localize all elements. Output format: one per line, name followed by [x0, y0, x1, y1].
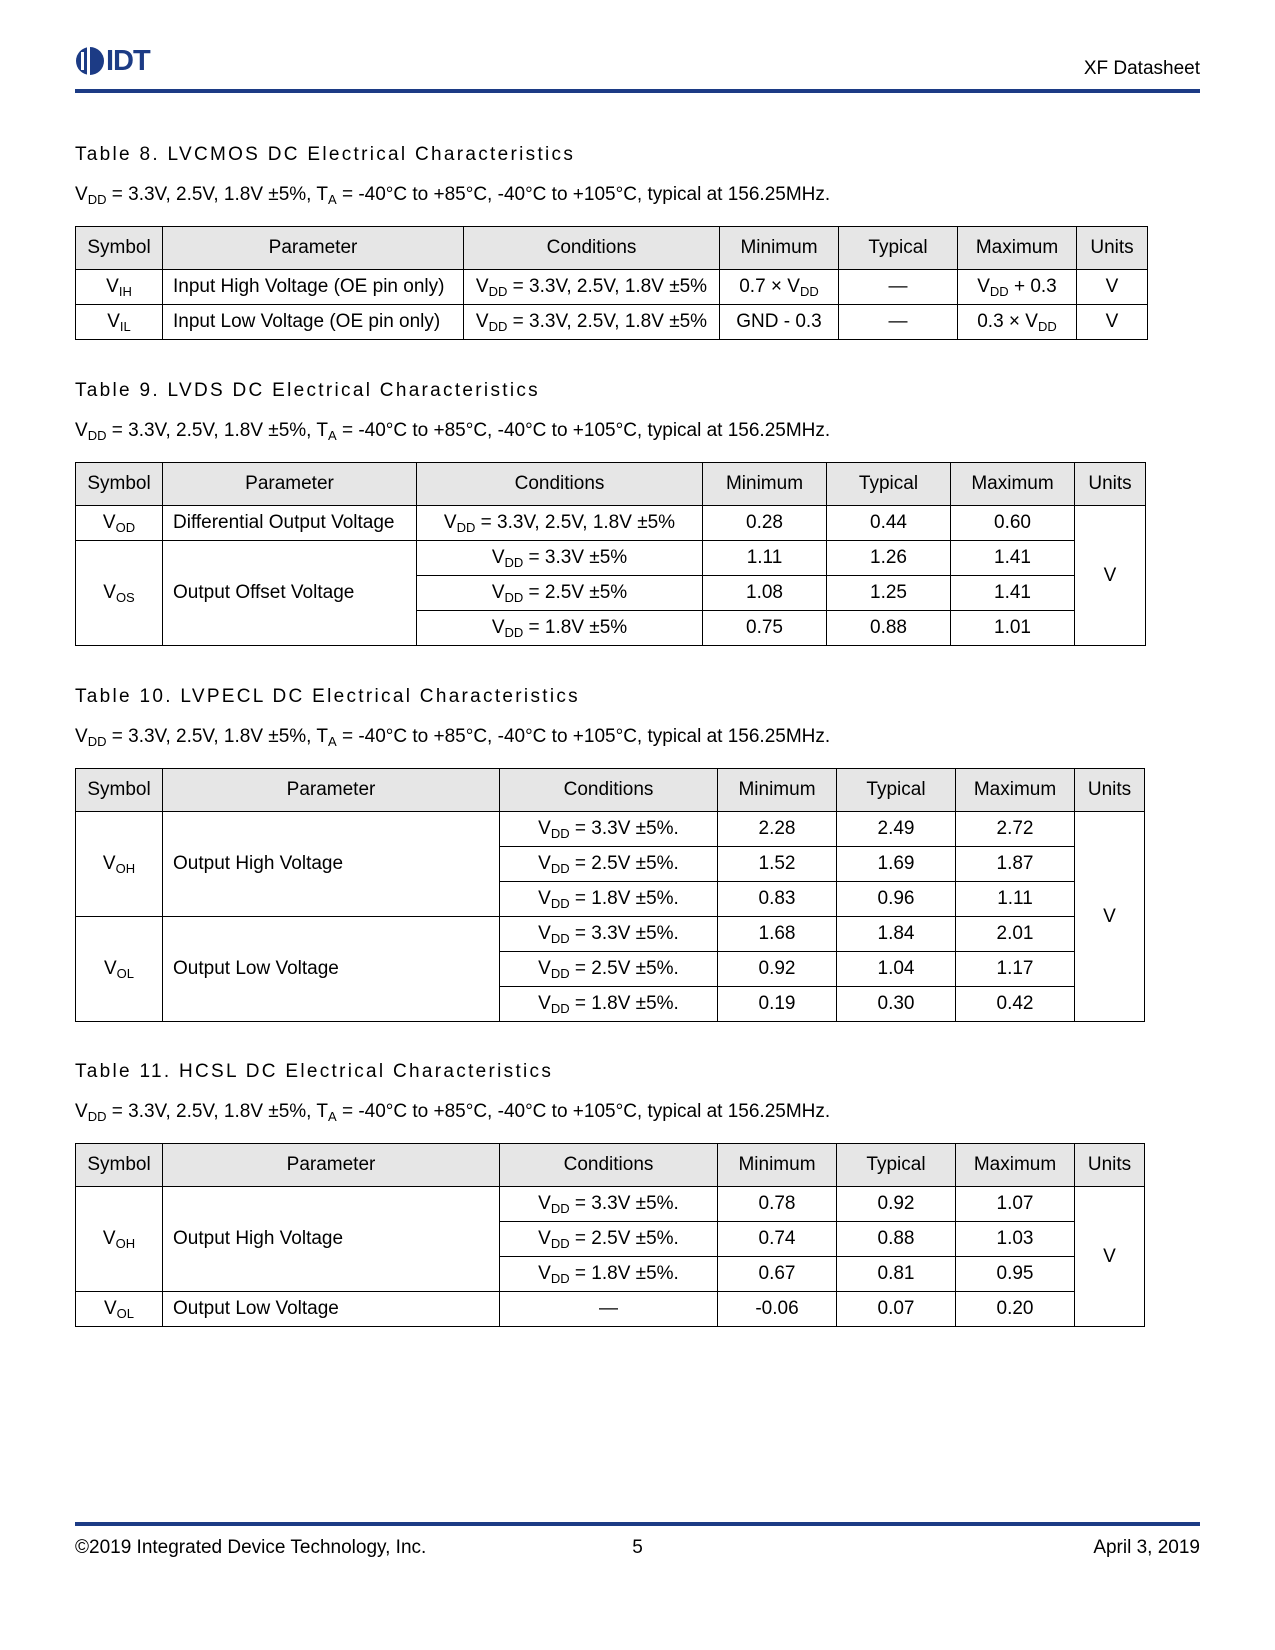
- maximum-cell: 1.41: [951, 541, 1075, 576]
- col-conditions: Conditions: [417, 463, 703, 506]
- conditions-cell: $V_{DD} = 3.3V \pm 5\%$.: [500, 917, 718, 952]
- minimum-cell: GND - 0.3: [720, 305, 839, 340]
- maximum-cell: 1.17: [956, 952, 1075, 987]
- maximum-cell: 1.03: [956, 1222, 1075, 1257]
- parameter-cell: Output High Voltage: [163, 812, 500, 917]
- minimum-cell: 0.75: [703, 611, 827, 646]
- symbol-cell: $V_{OL}$: [76, 917, 163, 1022]
- table9-conditions: $V_{DD} = 3.3V$, 2.5V, 1.8V ±5%, $T_A = -40^\circ C$ to +85°C, -40°C to +105°C, typical at 156.25MHz.: [75, 420, 831, 443]
- col-parameter: Parameter: [163, 769, 500, 812]
- table8: [75, 226, 1148, 340]
- header-rule: [75, 89, 1200, 93]
- minimum-cell: 0.83: [718, 882, 837, 917]
- typical-cell: 1.26: [827, 541, 951, 576]
- conditions-cell: $V_{DD} = 3.3V$, 2.5V, 1.8V ±5%: [464, 305, 720, 340]
- minimum-cell: 0.28: [703, 506, 827, 541]
- footer-rule: [75, 1522, 1200, 1526]
- col-typical: Typical: [839, 227, 958, 270]
- table10-section: [75, 686, 1145, 1022]
- logo-text: IDT: [106, 45, 150, 77]
- maximum-cell: 0.42: [956, 987, 1075, 1022]
- maximum-cell: $V_{DD} + 0.3$: [958, 270, 1077, 305]
- col-minimum: Minimum: [703, 463, 827, 506]
- col-maximum: Maximum: [956, 769, 1075, 812]
- table-row: [76, 541, 1146, 576]
- typical-cell: 0.44: [827, 506, 951, 541]
- typical-cell: —: [839, 305, 958, 340]
- maximum-cell: 2.01: [956, 917, 1075, 952]
- copyright-text: ©2019 Integrated Device Technology, Inc.: [75, 1537, 427, 1558]
- col-typical: Typical: [837, 1144, 956, 1187]
- table-header-row: [76, 769, 1145, 812]
- minimum-cell: 1.08: [703, 576, 827, 611]
- conditions-cell: $V_{DD} = 1.8V \pm 5\%$.: [500, 882, 718, 917]
- minimum-cell: 2.28: [718, 812, 837, 847]
- table-row: [76, 812, 1145, 847]
- conditions-cell: $V_{DD} = 1.8V \pm 5\%$.: [500, 987, 718, 1022]
- conditions-cell: $V_{DD} = 3.3V \pm 5\%$.: [500, 1187, 718, 1222]
- units-cell: V: [1075, 506, 1146, 646]
- maximum-cell: 2.72: [956, 812, 1075, 847]
- typical-cell: 0.30: [837, 987, 956, 1022]
- typical-cell: 0.81: [837, 1257, 956, 1292]
- maximum-cell: 0.95: [956, 1257, 1075, 1292]
- col-symbol: Symbol: [76, 1144, 163, 1187]
- col-typical: Typical: [837, 769, 956, 812]
- maximum-cell: 1.87: [956, 847, 1075, 882]
- table9-section: [75, 380, 1146, 646]
- table-header-row: [76, 1144, 1145, 1187]
- minimum-cell: 0.92: [718, 952, 837, 987]
- table-header-row: [76, 463, 1146, 506]
- col-maximum: Maximum: [951, 463, 1075, 506]
- table8-section: [75, 144, 1148, 340]
- conditions-cell: $V_{DD} = 1.8V \pm 5\%$.: [500, 1257, 718, 1292]
- typical-cell: 0.88: [837, 1222, 956, 1257]
- table10-caption: Table 10. LVPECL DC Electrical Characteristics: [75, 686, 580, 707]
- idt-logo: [75, 46, 150, 76]
- publication-date: April 3, 2019: [1093, 1537, 1200, 1558]
- col-conditions: Conditions: [500, 769, 718, 812]
- maximum-cell: 0.20: [956, 1292, 1075, 1327]
- table11-section: [75, 1061, 1145, 1327]
- col-maximum: Maximum: [956, 1144, 1075, 1187]
- symbol-cell: $V_{OH}$: [76, 812, 163, 917]
- conditions-cell: $V_{DD} = 3.3V \pm 5\%$.: [500, 812, 718, 847]
- minimum-cell: 1.52: [718, 847, 837, 882]
- typical-cell: 0.88: [827, 611, 951, 646]
- minimum-cell: -0.06: [718, 1292, 837, 1327]
- table-header-row: [76, 227, 1148, 270]
- parameter-cell: Input High Voltage (OE pin only): [163, 270, 464, 305]
- conditions-cell: —: [500, 1292, 718, 1327]
- typical-cell: 0.92: [837, 1187, 956, 1222]
- col-symbol: Symbol: [76, 463, 163, 506]
- col-minimum: Minimum: [718, 769, 837, 812]
- maximum-cell: 0.60: [951, 506, 1075, 541]
- col-parameter: Parameter: [163, 1144, 500, 1187]
- table9: [75, 462, 1146, 646]
- conditions-cell: $V_{DD} = 2.5V \pm 5\%$.: [500, 1222, 718, 1257]
- table10: [75, 768, 1145, 1022]
- table8-caption: Table 8. LVCMOS DC Electrical Characteristics: [75, 144, 576, 165]
- table-row: [76, 917, 1145, 952]
- parameter-cell: Differential Output Voltage: [163, 506, 417, 541]
- typical-cell: 2.49: [837, 812, 956, 847]
- col-parameter: Parameter: [163, 227, 464, 270]
- minimum-cell: 1.11: [703, 541, 827, 576]
- maximum-cell: $0.3 \times V_{DD}$: [958, 305, 1077, 340]
- conditions-cell: $V_{DD} = 2.5V \pm 5\%$.: [500, 847, 718, 882]
- units-cell: V: [1075, 812, 1145, 1022]
- col-parameter: Parameter: [163, 463, 417, 506]
- table11-conditions: $V_{DD} = 3.3V$, 2.5V, 1.8V ±5%, $T_A = -40^\circ C$ to +85°C, -40°C to +105°C, typical at 156.25MHz.: [75, 1101, 831, 1124]
- col-maximum: Maximum: [958, 227, 1077, 270]
- idt-logo-icon: [75, 46, 105, 76]
- maximum-cell: 1.11: [956, 882, 1075, 917]
- symbol-cell: $V_{OD}$: [76, 506, 163, 541]
- page-number: 5: [632, 1537, 643, 1558]
- parameter-cell: Output High Voltage: [163, 1187, 500, 1292]
- col-conditions: Conditions: [464, 227, 720, 270]
- conditions-cell: $V_{DD} = 2.5V \pm 5\%$: [417, 576, 703, 611]
- conditions-cell: $V_{DD} = 1.8V \pm 5\%$: [417, 611, 703, 646]
- typical-cell: 0.07: [837, 1292, 956, 1327]
- units-cell: V: [1077, 305, 1148, 340]
- table-row: [76, 1187, 1145, 1222]
- table9-caption: Table 9. LVDS DC Electrical Characteristics: [75, 380, 540, 401]
- symbol-cell: $V_{OH}$: [76, 1187, 163, 1292]
- table-row: [76, 506, 1146, 541]
- typical-cell: 1.69: [837, 847, 956, 882]
- units-cell: V: [1077, 270, 1148, 305]
- symbol-cell: $V_{OL}$: [76, 1292, 163, 1327]
- typical-cell: —: [839, 270, 958, 305]
- parameter-cell: Input Low Voltage (OE pin only): [163, 305, 464, 340]
- col-units: Units: [1075, 769, 1145, 812]
- typical-cell: 0.96: [837, 882, 956, 917]
- typical-cell: 1.84: [837, 917, 956, 952]
- table10-conditions: $V_{DD} = 3.3V$, 2.5V, 1.8V ±5%, $T_A = -40^\circ C$ to +85°C, -40°C to +105°C, typical at 156.25MHz.: [75, 726, 831, 749]
- minimum-cell: 0.74: [718, 1222, 837, 1257]
- minimum-cell: 0.67: [718, 1257, 837, 1292]
- minimum-cell: 0.78: [718, 1187, 837, 1222]
- symbol-cell: $V_{IL}$: [76, 305, 163, 340]
- parameter-cell: Output Offset Voltage: [163, 541, 417, 646]
- table8-conditions: $V_{DD} = 3.3V$, 2.5V, 1.8V ±5%, $T_A = -40^\circ C$ to +85°C, -40°C to +105°C, typical at 156.25MHz.: [75, 184, 831, 207]
- parameter-cell: Output Low Voltage: [163, 1292, 500, 1327]
- conditions-cell: $V_{DD} = 2.5V \pm 5\%$.: [500, 952, 718, 987]
- col-symbol: Symbol: [76, 769, 163, 812]
- table11-caption: Table 11. HCSL DC Electrical Characteristics: [75, 1061, 554, 1082]
- col-minimum: Minimum: [720, 227, 839, 270]
- typical-cell: 1.25: [827, 576, 951, 611]
- col-conditions: Conditions: [500, 1144, 718, 1187]
- table11: [75, 1143, 1145, 1327]
- conditions-cell: $V_{DD} = 3.3V$, 2.5V, 1.8V ±5%: [417, 506, 703, 541]
- minimum-cell: $0.7 \times V_{DD}$: [720, 270, 839, 305]
- units-cell: V: [1075, 1187, 1145, 1327]
- minimum-cell: 1.68: [718, 917, 837, 952]
- typical-cell: 1.04: [837, 952, 956, 987]
- col-units: Units: [1075, 1144, 1145, 1187]
- table-row: [76, 305, 1148, 340]
- col-units: Units: [1077, 227, 1148, 270]
- col-symbol: Symbol: [76, 227, 163, 270]
- symbol-cell: $V_{OS}$: [76, 541, 163, 646]
- parameter-cell: Output Low Voltage: [163, 917, 500, 1022]
- conditions-cell: $V_{DD} = 3.3V$, 2.5V, 1.8V ±5%: [464, 270, 720, 305]
- col-minimum: Minimum: [718, 1144, 837, 1187]
- symbol-cell: $V_{IH}$: [76, 270, 163, 305]
- table-row: [76, 270, 1148, 305]
- table-row: [76, 1292, 1145, 1327]
- page-footer: [75, 1537, 1200, 1561]
- document-title: XF Datasheet: [1083, 58, 1200, 79]
- maximum-cell: 1.41: [951, 576, 1075, 611]
- maximum-cell: 1.07: [956, 1187, 1075, 1222]
- minimum-cell: 0.19: [718, 987, 837, 1022]
- maximum-cell: 1.01: [951, 611, 1075, 646]
- col-typical: Typical: [827, 463, 951, 506]
- conditions-cell: $V_{DD} = 3.3V \pm 5\%$: [417, 541, 703, 576]
- col-units: Units: [1075, 463, 1146, 506]
